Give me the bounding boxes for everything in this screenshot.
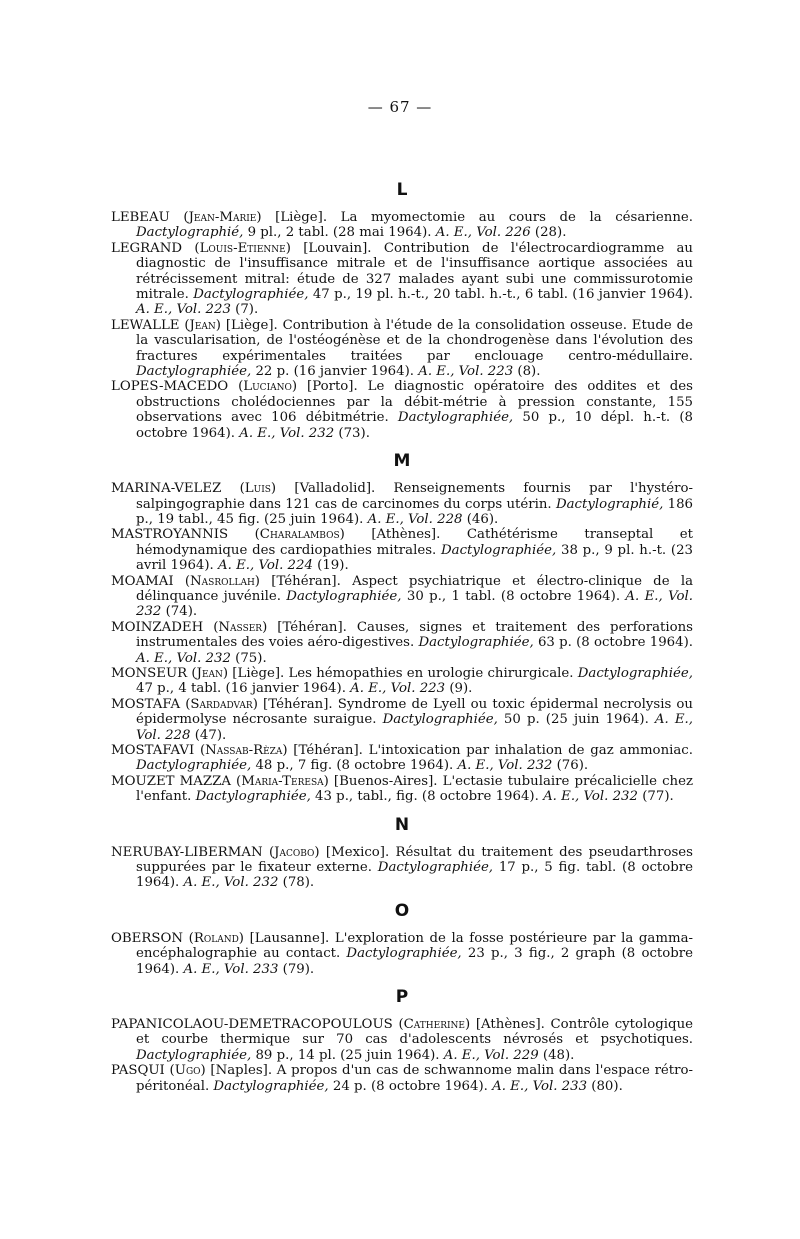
author-given-name: (Luis): [239, 481, 277, 497]
bibliography-entry: [111, 845, 693, 891]
entry-details: 24 p. (8 octobre 1964).: [328, 1078, 493, 1094]
entry-details: 63 p. (8 octobre 1964).: [533, 635, 694, 651]
entry-details: 47 p., 4 tabl. (16 janvier 1964).: [136, 681, 351, 697]
entry-title: [Athènes]. Contrôle cytologique et courbe thermique sur 70 cas d'adolescents névrosés et psychotiques.: [136, 1017, 693, 1048]
entry-number: (77).: [637, 789, 674, 805]
entry-format: Dactylographié,: [136, 225, 244, 241]
entry-volume: A. E., Vol. 223: [136, 302, 231, 318]
author-given-name: (Nassab-Rèza): [199, 743, 288, 758]
entry-number: (28).: [530, 225, 567, 241]
author-name: PAPANICOLAOU-DEMETRACOPOULOUS: [111, 1017, 393, 1033]
entry-format: Dactylographiée,: [577, 665, 693, 681]
entry-format: Dactylographiée,: [346, 946, 462, 962]
author-name: PASQUI: [111, 1063, 165, 1079]
author-name: MOINZADEH: [111, 619, 204, 635]
author-name: LOPES-MACEDO: [111, 379, 229, 395]
author-given-name: (Catherine): [398, 1017, 471, 1033]
author-given-name: (Louis-Etienne): [194, 240, 291, 256]
entry-number: (75).: [230, 650, 267, 666]
entry-title: [Buenos-Aires]. L'ectasie tubulaire précalicielle chez l'enfant.: [136, 773, 693, 805]
entry-details: 47 p., 19 pl. h.-t., 20 tabl. h.-t., 6 tabl. (16 janvier 1964).: [308, 287, 693, 303]
entry-number: (73).: [334, 425, 370, 441]
entry-volume: A. E., Vol. 232: [239, 425, 335, 441]
author-given-name: (Sardadvar): [185, 696, 258, 712]
entry-volume: A. E., Vol. 223: [350, 681, 446, 697]
entry-title: [Téhéran]. Aspect psychiatrique et électro-clinique de la délinquance juvénile.: [136, 573, 693, 604]
entry-format: Dactylographié,: [555, 496, 664, 512]
entry-number: (76).: [552, 758, 589, 774]
bibliography-entry: [111, 574, 693, 620]
entry-volume: A. E., Vol. 232: [183, 875, 279, 891]
bibliography-entry: [111, 620, 693, 666]
entry-details: 50 p. (25 juin 1964).: [497, 712, 655, 728]
entry-title: [Mexico]. Résultat du traitement des pseudarthroses suppurées par le fixateur externe.: [136, 844, 693, 876]
entry-volume: A. E., Vol. 233: [183, 961, 279, 977]
entry-volume: A. E., Vol. 232: [543, 789, 638, 805]
author-name: MOUZET MAZZA: [111, 773, 231, 789]
section-letter: M: [393, 451, 411, 472]
author-name: MARINA-VELEZ: [111, 481, 222, 497]
entry-details: 43 p., tabl., fig. (8 octobre 1964).: [310, 789, 544, 805]
entry-details: 48 p., 7 fig. (8 octobre 1964).: [251, 758, 458, 774]
entry-details: 50 p., 10 dépl. h.-t. (8 octobre 1964).: [136, 410, 693, 441]
author-given-name: (Roland): [188, 930, 244, 946]
author-name: MONSEUR: [111, 665, 188, 681]
entry-title: [Athènes]. Cathétérisme transeptal et hémodynamique des cardiopathies mitrales.: [136, 527, 693, 558]
entry-details: 186 p., 19 tabl., 45 fig. (25 juin 1964).: [136, 496, 693, 527]
entry-volume: A. E., Vol. 232: [457, 758, 553, 774]
author-given-name: (Jean): [184, 317, 221, 333]
bibliography-entry: [111, 666, 693, 697]
section-letter: O: [394, 900, 410, 921]
entry-volume: A. E., Vol. 226: [435, 225, 531, 241]
entry-details: 30 p., 1 tabl. (8 octobre 1964).: [401, 588, 626, 604]
entry-title: [Liège]. Les hémopathies en urologie chirurgicale.: [228, 665, 578, 681]
entry-title: [Téhéran]. L'intoxication par inhalation de gaz ammoniac.: [287, 743, 693, 758]
entry-format: Dactylographiée,: [136, 758, 252, 774]
entry-title: [Porto]. Le diagnostic opératoire des oddites et des obstructions cholédociennes par la débit-métrie à pression constante, 155 observations avec 106 débitmétrie.: [136, 379, 693, 426]
bibliography-entry: [111, 210, 693, 241]
entry-title: [Téhéran]. Syndrome de Lyell ou toxic épidermal necrolysis ou épidermolyse nécrosante suraigue.: [136, 696, 693, 728]
author-given-name: (Maria-Teresa): [236, 773, 329, 789]
entry-format: Dactylographiée,: [377, 860, 494, 876]
entry-details: 23 p., 3 fig., 2 graph (8 octobre 1964).: [136, 946, 693, 977]
bibliography-entry: [111, 931, 693, 977]
entry-details: 22 p. (16 janvier 1964).: [251, 364, 419, 380]
bibliography-entry: [111, 774, 693, 805]
entry-title: [Téhéran]. Causes, signes et traitement des perforations instrumentales des voies aéro-digestives.: [136, 619, 693, 651]
entry-number: (80).: [587, 1078, 623, 1094]
entry-title: [Liège]. La myomectomie au cours de la césarienne.: [261, 210, 693, 225]
author-name: LEWALLE: [111, 317, 180, 333]
entry-volume: A. E., Vol. 224: [218, 558, 313, 574]
author-name: MOSTAFAVI: [111, 743, 195, 758]
entry-format: Dactylographiée,: [195, 789, 311, 805]
entry-format: Dactylographiée,: [136, 364, 252, 380]
bibliography-entry: [111, 1017, 693, 1063]
entry-details: 17 p., 5 fig. tabl. (8 octobre 1964).: [136, 860, 693, 891]
entry-volume: A. E., Vol. 229: [443, 1047, 539, 1063]
entry-volume: A. E., Vol. 232: [136, 650, 231, 666]
bibliography-entry: [111, 527, 693, 573]
bibliography-entry: [111, 241, 693, 318]
author-given-name: (Jacobo): [268, 844, 320, 860]
bibliography-entry: [111, 379, 693, 441]
bibliography-entry: [111, 743, 693, 774]
entry-number: (7).: [230, 302, 259, 318]
entry-volume: A. E., Vol. 228: [367, 511, 463, 527]
bibliography-entry: [111, 318, 693, 380]
entry-title: [Louvain]. Contribution de l'électrocardiogramme au diagnostic de l'insuffisance mitrale et de l'insuffisance aortique associées au rétrécissement mitral: étude de 327 malades ayant subi une commissurotomie mitrale.: [136, 240, 693, 303]
author-name: MASTROYANNIS: [111, 527, 229, 543]
entry-number: (46).: [462, 511, 499, 527]
author-given-name: (Nasrollah): [184, 573, 260, 589]
author-given-name: (Jean-Marie): [183, 210, 262, 225]
entry-number: (19).: [312, 558, 349, 574]
page-number: — 67 —: [367, 98, 433, 116]
bibliography-entry: [111, 697, 693, 743]
entry-format: Dactylographiée,: [418, 635, 534, 651]
entry-format: Dactylographiée,: [213, 1078, 329, 1094]
entry-format: Dactylographiée,: [441, 542, 557, 558]
bibliography-list: [111, 170, 693, 1094]
author-given-name: (Jean): [191, 665, 229, 681]
entry-title: [Naples]. A propos d'un cas de schwannome malin dans l'espace rétro-péritonéal.: [136, 1063, 693, 1094]
author-given-name: (Ugo): [169, 1063, 206, 1079]
entry-number: (9).: [445, 681, 473, 697]
entry-volume: A. E., Vol. 223: [418, 364, 514, 380]
entry-volume: A. E., Vol. 228: [136, 712, 694, 743]
entry-number: (79).: [278, 961, 315, 977]
entry-format: Dactylographiée,: [382, 712, 498, 728]
entry-volume: A. E., Vol. 232: [136, 588, 693, 620]
entry-title: [Lausanne]. L'exploration de la fosse postérieure par la gamma-encéphalographie au contact.: [136, 930, 693, 962]
section-letter: N: [394, 814, 410, 835]
entry-title: [Valladolid]. Renseignements fournis par l'hystéro-salpingographie dans 121 cas de carcinomes du corps utérin.: [136, 481, 693, 512]
author-name: NERUBAY-LIBERMAN: [111, 844, 263, 860]
author-name: OBERSON: [111, 930, 184, 946]
author-name: LEBEAU: [111, 210, 170, 225]
entry-details: 38 p., 9 pl. h.-t. (23 avril 1964).: [136, 542, 693, 574]
section-letter: L: [396, 180, 408, 200]
entry-format: Dactylographiée,: [136, 1047, 252, 1063]
entry-number: (74).: [161, 604, 198, 620]
entry-details: 9 pl., 2 tabl. (28 mai 1964).: [243, 225, 436, 241]
bibliography-entry: [111, 481, 693, 527]
entry-format: Dactylographiée,: [286, 588, 402, 604]
entry-number: (78).: [278, 875, 315, 891]
entry-number: (8).: [513, 364, 541, 380]
entry-title: [Liège]. Contribution à l'étude de la consolidation osseuse. Etude de la vascularisation, de l'ostéogénèse et de la chondrogenèse dans l'évolution des fractures expérimentales traitées par enclouage centro-médullaire.: [136, 317, 693, 364]
author-given-name: (Nasser): [213, 619, 268, 635]
entry-format: Dactylographiée,: [193, 287, 309, 303]
entry-number: (47).: [190, 727, 227, 743]
bibliography-entry: [111, 1063, 693, 1094]
author-name: MOAMAI: [111, 573, 174, 589]
author-given-name: (Charalambos): [254, 527, 345, 543]
section-letter: P: [395, 987, 409, 1008]
author-name: MOSTAFA: [111, 696, 181, 712]
entry-details: 89 p., 14 pl. (25 juin 1964).: [251, 1047, 444, 1063]
author-name: LEGRAND: [111, 240, 183, 256]
entry-number: (48).: [538, 1047, 575, 1063]
entry-volume: A. E., Vol. 233: [492, 1078, 588, 1094]
author-given-name: (Luciano): [238, 379, 298, 395]
entry-format: Dactylographiée,: [397, 410, 514, 426]
